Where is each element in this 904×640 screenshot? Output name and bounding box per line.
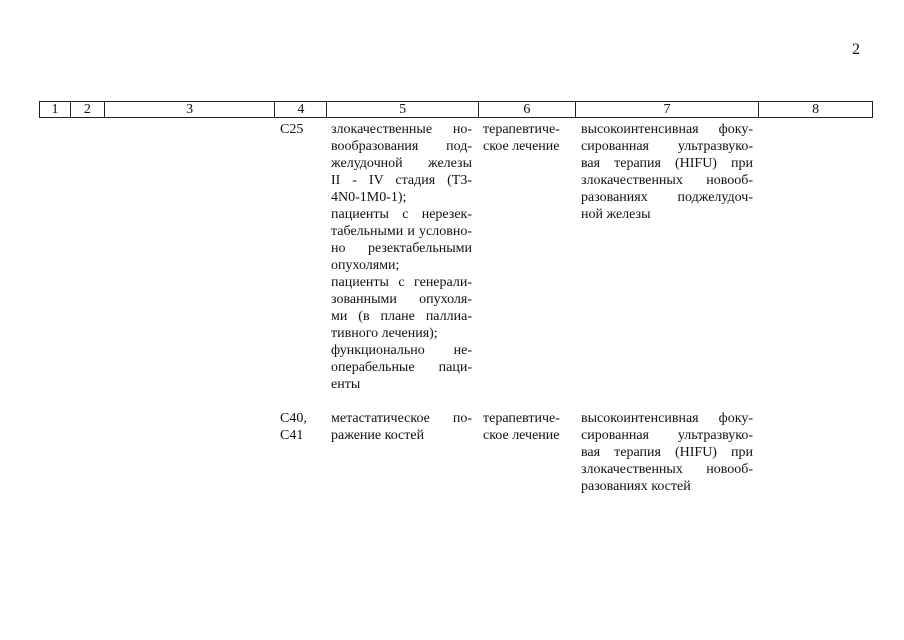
method-line: ной железы <box>581 207 651 222</box>
column-number-5: 5 <box>327 102 479 117</box>
method-line: злокачественных новооб- <box>581 462 753 477</box>
method-line: разованиях поджелудоч- <box>581 190 753 205</box>
model-line: желудочной железы <box>331 156 472 171</box>
method-line: разованиях костей <box>581 479 691 494</box>
treatment-line: терапевтиче- <box>483 411 560 426</box>
patient-model <box>331 121 472 393</box>
method-line: сированная ультразвуко- <box>581 139 753 154</box>
model-line: функционально не- <box>331 343 472 358</box>
model-line: зованными опухоля- <box>331 292 472 307</box>
method-line: вая терапия (HIFU) при <box>581 445 753 460</box>
treatment-type <box>483 410 573 444</box>
model-line: ражение костей <box>331 428 425 443</box>
page-number: 2 <box>852 41 860 58</box>
column-number-2: 2 <box>71 102 105 117</box>
method-line: злокачественных новооб- <box>581 173 753 188</box>
diagnosis-code <box>280 121 320 138</box>
treatment-line: ское лечение <box>483 139 560 154</box>
model-line: енты <box>331 377 361 392</box>
treatment-line: терапевтиче- <box>483 122 560 137</box>
diagnosis-code <box>280 410 320 444</box>
column-number-6: 6 <box>479 102 576 117</box>
model-line: метастатическое по- <box>331 411 472 426</box>
code-line: C25 <box>280 122 304 137</box>
model-line: операбельные паци- <box>331 360 472 375</box>
model-line: пациенты с генерали- <box>331 275 472 290</box>
code-line: C41 <box>280 428 304 443</box>
method-line: сированная ультразвуко- <box>581 428 753 443</box>
method-line: вая терапия (HIFU) при <box>581 156 753 171</box>
table-header-row <box>39 101 873 118</box>
model-line: вообразования под- <box>331 139 472 154</box>
model-line: тивного лечения); <box>331 326 438 341</box>
model-line: II - IV стадия (T3- <box>331 173 472 188</box>
column-number-1: 1 <box>40 102 71 117</box>
model-line: табельными и условно- <box>331 224 472 239</box>
code-line: C40, <box>280 411 307 426</box>
model-line: ми (в плане паллиа- <box>331 309 472 324</box>
patient-model <box>331 410 472 444</box>
treatment-line: ское лечение <box>483 428 560 443</box>
column-number-4: 4 <box>275 102 327 117</box>
method-line: высокоинтенсивная фоку- <box>581 411 753 426</box>
treatment-type <box>483 121 573 155</box>
column-number-3: 3 <box>105 102 276 117</box>
treatment-method <box>581 121 753 223</box>
column-number-7: 7 <box>576 102 760 117</box>
model-line: злокачественные но- <box>331 122 472 137</box>
model-line: но резектабельными <box>331 241 472 256</box>
method-line: высокоинтенсивная фоку- <box>581 122 753 137</box>
column-number-8: 8 <box>812 102 820 117</box>
model-line: 4N0-1M0-1); <box>331 190 407 205</box>
treatment-method <box>581 410 753 495</box>
model-line: опухолями; <box>331 258 400 273</box>
model-line: пациенты с нерезек- <box>331 207 472 222</box>
